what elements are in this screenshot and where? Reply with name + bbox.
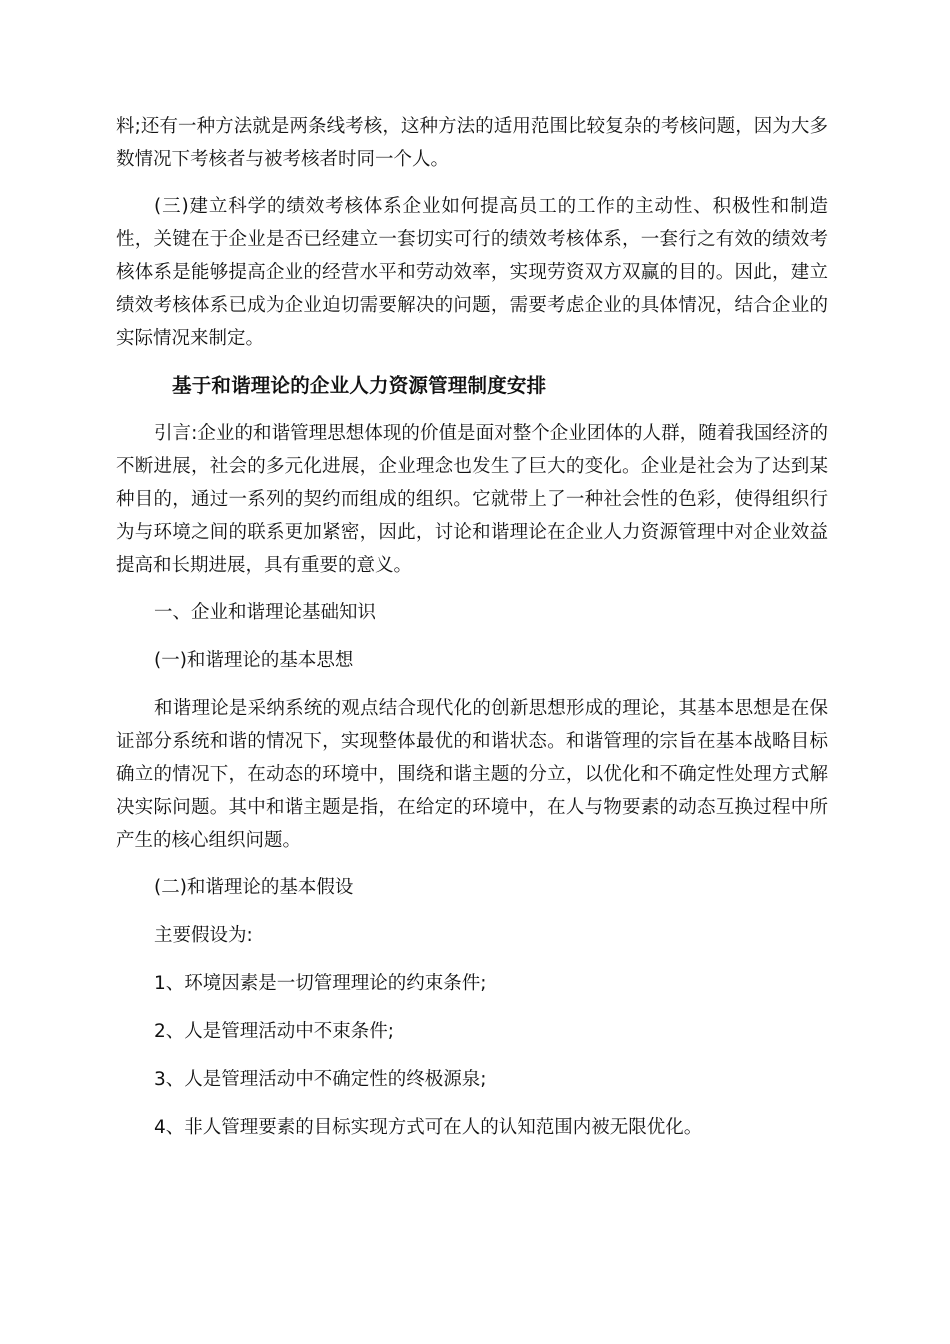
paragraph-performance-system: (三)建立科学的绩效考核体系企业如何提高员工的工作的主动性、积极性和制造性，关键在于企业是否已经建立一套切实可行的绩效考核体系，一套行之有效的绩效考核体系是能够提高企业的经营水平和劳动效率，实现劳资双方双赢的目的。因此，建立绩效考核体系已成为企业迫切需要解决的问题，需要考虑企业的具体情况，结合企业的实际情况来制定。 [116,196,828,349]
paragraph-harmony-theory: 和谐理论是采纳系统的观点结合现代化的创新思想形成的理论，其基本思想是在保证部分系统和谐的情况下，实现整体最优的和谐状态。和谐管理的宗旨在基本战略目标确立的情况下，在动态的环境中，围绕和谐主题的分立，以优化和不确定性处理方式解决实际问题。其中和谐主题是指，在给定的环境中，在人与物要素的动态互换过程中所产生的核心组织问题。 [116,698,828,851]
paragraph-continuation: 料;还有一种方法就是两条线考核，这种方法的适用范围比较复杂的考核问题，因为大多数情况下考核者与被考核者时同一个人。 [116,116,828,170]
paragraph-introduction: 引言:企业的和谐管理思想体现的价值是面对整个企业团体的人群，随着我国经济的不断进展，社会的多元化进展，企业理念也发生了巨大的变化。企业是社会为了达到某种目的，通过一系列的契约而组成的组织。它就带上了一种社会性的色彩，使得组织行为与环境之间的联系更加紧密，因此，讨论和谐理论在企业人力资源管理中对企业效益提高和长期进展，具有重要的意义。 [116,423,828,576]
list-item-2: 2、人是管理活动中不束条件; [154,1021,395,1042]
document-page [116,110,828,1159]
subheading-assumptions: (二)和谐理论的基本假设 [154,877,354,898]
subheading-basics: 一、企业和谐理论基础知识 [154,602,377,623]
subheading-basic-idea: (一)和谐理论的基本思想 [154,650,354,671]
section-heading: 基于和谐理论的企业人力资源管理制度安排 [172,374,547,397]
list-item-1: 1、环境因素是一切管理理论的约束条件; [154,973,487,994]
paragraph-main-assumptions: 主要假设为: [154,925,253,946]
list-item-4: 4、非人管理要素的目标实现方式可在人的认知范围内被无限优化。 [154,1117,703,1138]
list-item-3: 3、人是管理活动中不确定性的终极源泉; [154,1069,487,1090]
